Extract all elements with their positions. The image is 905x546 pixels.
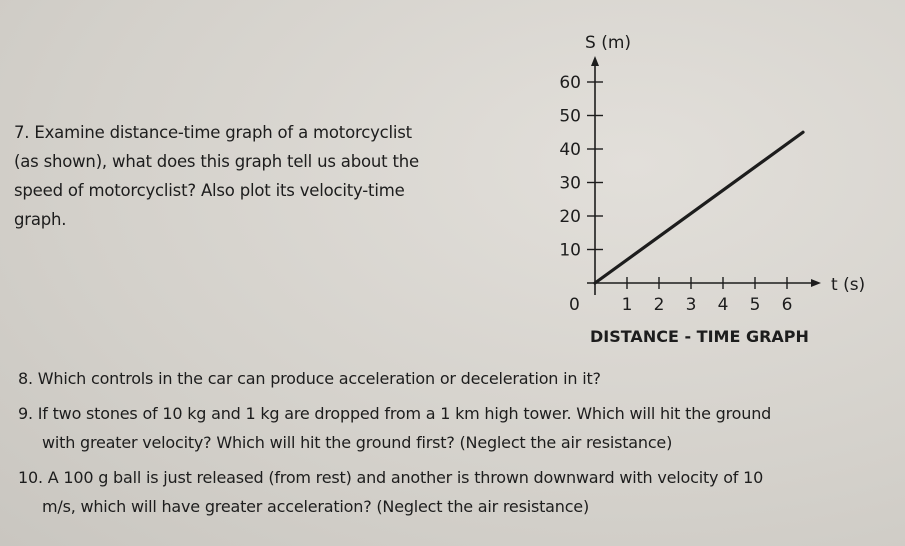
question-text: Which controls in the car can produce acceleration or deceleration in it? <box>37 369 601 388</box>
question-text: A 100 g ball is just released (from rest) and another is thrown downward with velocity of 10 <box>47 468 764 487</box>
question-list <box>18 364 898 527</box>
y-tick-label: 10 <box>559 240 581 261</box>
origin-label: 0 <box>569 295 580 315</box>
y-tick-label: 30 <box>559 173 581 194</box>
y-tick-label: 50 <box>559 106 581 127</box>
question-9 <box>18 399 898 457</box>
y-axis-label: S (m) <box>585 33 632 53</box>
distance-line <box>595 132 803 283</box>
q7-line-4: graph. <box>14 210 67 229</box>
q7-line-3: speed of motorcyclist? Also plot its velocity-time <box>14 181 405 200</box>
x-tick-label: 2 <box>653 295 665 315</box>
y-axis-arrow <box>591 56 599 66</box>
x-tick-label: 4 <box>717 295 729 315</box>
x-tick-label: 5 <box>749 295 761 315</box>
question-text: If two stones of 10 kg and 1 kg are dropped from a 1 km high tower. Which will hit the ground <box>37 404 772 423</box>
question-text-continued: with greater velocity? Which will hit the ground first? (Neglect the air resistance) <box>42 433 673 452</box>
question-number: 10. <box>18 468 43 487</box>
y-tick-label: 40 <box>559 140 581 160</box>
x-axis-label: t (s) <box>831 275 866 295</box>
question-7 <box>14 118 464 234</box>
distance-time-graph <box>535 20 895 350</box>
x-axis-arrow <box>811 279 821 287</box>
q7-line-2: (as shown), what does this graph tell us about the <box>14 152 419 171</box>
x-tick-label: 1 <box>621 295 633 315</box>
question-text-continued: m/s, which will have greater acceleration? (Neglect the air resistance) <box>42 497 589 516</box>
x-tick-label: 6 <box>781 295 793 315</box>
question-number: 9. <box>18 404 33 423</box>
chart-title: DISTANCE - TIME GRAPH <box>590 327 809 346</box>
y-tick-label: 60 <box>559 73 581 93</box>
chart-svg <box>535 20 895 350</box>
x-tick-label: 3 <box>685 295 697 315</box>
question-8 <box>18 364 898 393</box>
question-number: 8. <box>18 369 33 388</box>
y-tick-label: 20 <box>559 207 581 227</box>
q7-line-1: 7. Examine distance-time graph of a motorcyclist <box>14 123 412 142</box>
question-10 <box>18 463 898 521</box>
